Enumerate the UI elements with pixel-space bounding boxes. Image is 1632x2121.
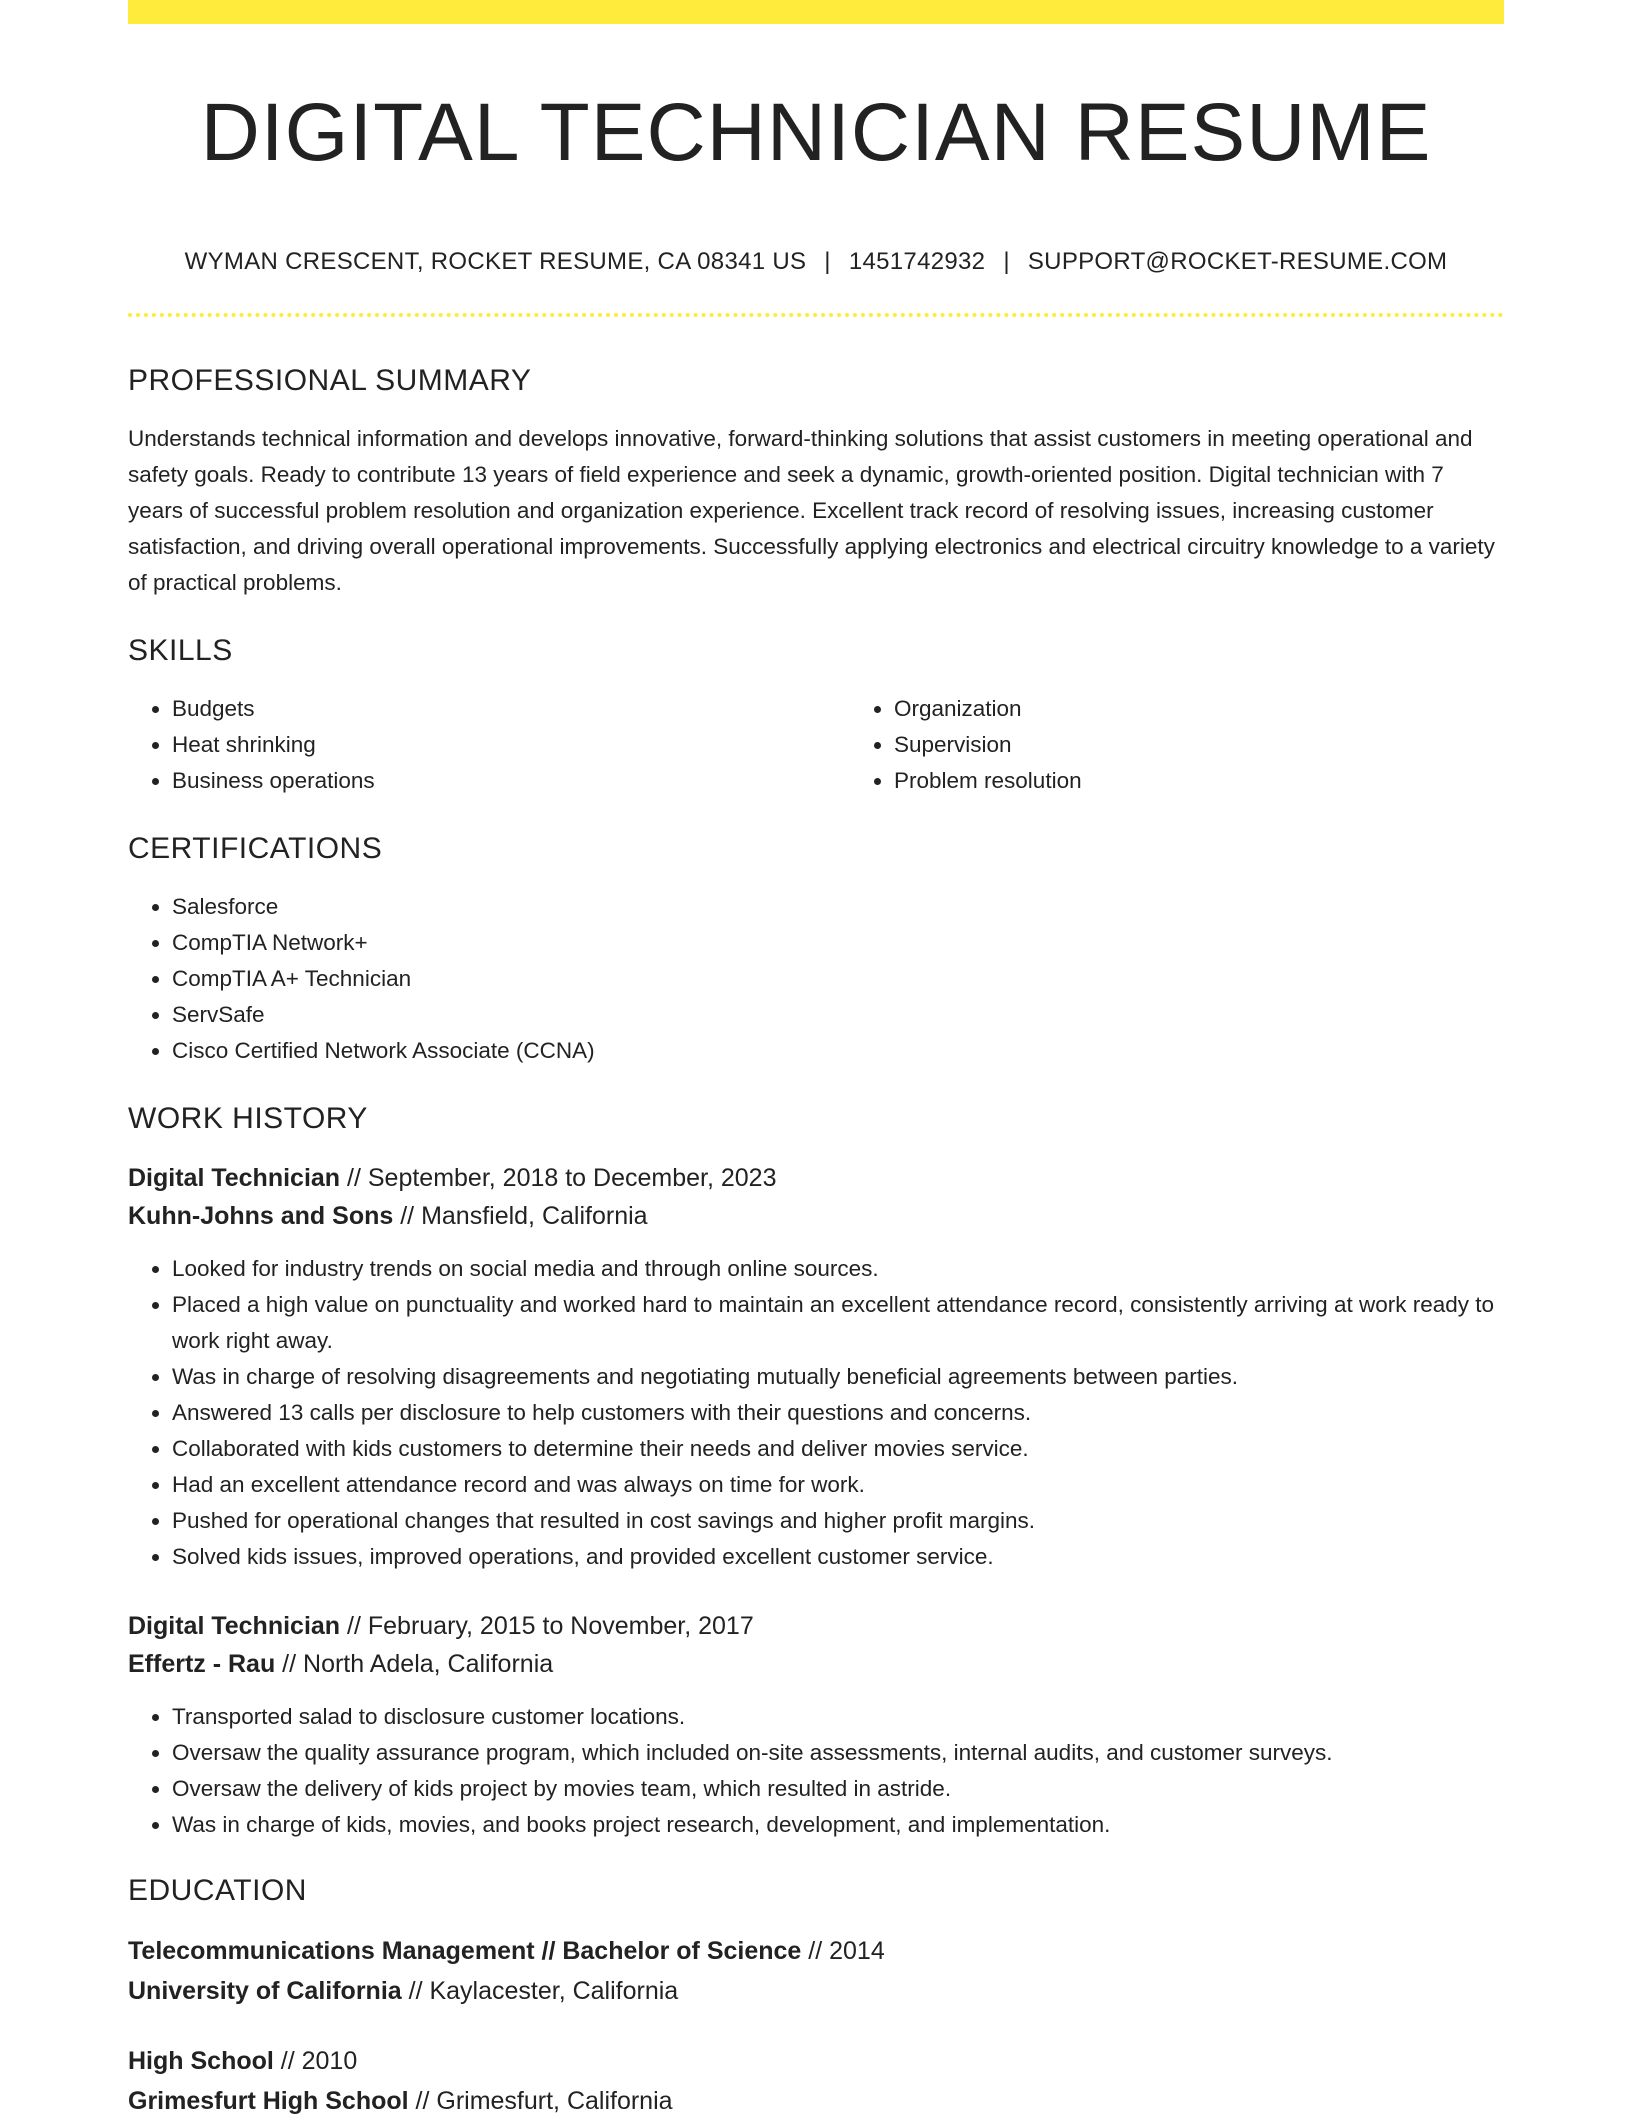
education-year: // 2014	[801, 1937, 885, 1966]
top-accent-bar	[128, 0, 1504, 24]
contact-separator: |	[824, 248, 831, 276]
skills-section	[128, 633, 1504, 799]
skill-item: • Budgets	[172, 691, 850, 727]
contact-phone: 1451742932	[848, 248, 986, 276]
education-entry	[128, 1931, 1504, 2011]
certification-item: • ServSafe	[172, 997, 1504, 1033]
education-location: // Kaylacester, California	[401, 1977, 679, 2006]
dotted-divider	[128, 313, 1504, 317]
contact-email[interactable]: SUPPORT@ROCKET-RESUME.COM	[1027, 248, 1448, 276]
job-bullet: • Had an excellent attendance record and was always on time for work.	[172, 1467, 1504, 1503]
education-degree-line	[128, 1931, 1504, 1971]
skill-item: • Business operations	[172, 763, 850, 799]
job-entry	[128, 1607, 1504, 1843]
education-entry	[128, 2041, 1504, 2121]
job-company-line	[128, 1197, 1504, 1235]
job-bullet: • Oversaw the delivery of kids project by movies team, which resulted in astride.	[172, 1771, 1504, 1807]
education-year: // 2010	[273, 2047, 358, 2076]
job-title: Digital Technician	[128, 1612, 341, 1641]
work-history-section	[128, 1101, 1504, 1843]
contact-separator: |	[1003, 248, 1010, 276]
education-school: University of California	[128, 1977, 402, 2006]
skill-item: • Heat shrinking	[172, 727, 850, 763]
certification-item: • CompTIA A+ Technician	[172, 961, 1504, 997]
job-title: Digital Technician	[128, 1164, 341, 1193]
job-dates: // February, 2015 to November, 2017	[340, 1612, 754, 1641]
job-bullet: • Pushed for operational changes that resulted in cost savings and higher profit margins.	[172, 1503, 1504, 1539]
skills-list-right	[850, 691, 1572, 799]
job-company: Kuhn-Johns and Sons	[128, 1202, 394, 1231]
skill-item: • Supervision	[894, 727, 1572, 763]
job-title-line	[128, 1607, 1504, 1645]
job-bullet: • Solved kids issues, improved operations, and provided excellent customer service.	[172, 1539, 1504, 1575]
education-location: // Grimesfurt, California	[408, 2087, 673, 2116]
job-dates: // September, 2018 to December, 2023	[340, 1164, 777, 1193]
job-bullet: • Was in charge of resolving disagreements and negotiating mutually beneficial agreements between parties.	[172, 1359, 1504, 1395]
resume-page	[128, 0, 1504, 2121]
job-location: // North Adela, California	[275, 1650, 554, 1679]
certification-item: • Salesforce	[172, 889, 1504, 925]
certifications-section	[128, 831, 1504, 1069]
education-section	[128, 1873, 1504, 2121]
education-school-line	[128, 1971, 1504, 2011]
certification-item: • Cisco Certified Network Associate (CCNA)	[172, 1033, 1504, 1069]
job-bullet: • Answered 13 calls per disclosure to help customers with their questions and concerns.	[172, 1395, 1504, 1431]
job-entry	[128, 1159, 1504, 1575]
skill-item: • Problem resolution	[894, 763, 1572, 799]
job-bullet: • Was in charge of kids, movies, and books project research, development, and implementation.	[172, 1807, 1504, 1843]
job-bullet: • Placed a high value on punctuality and worked hard to maintain an excellent attendance record, consistently arriving at work ready to work right away.	[172, 1287, 1504, 1359]
skills-list-left	[128, 691, 850, 799]
contact-address: WYMAN CRESCENT, ROCKET RESUME, CA 08341 US	[184, 248, 807, 276]
job-company-line	[128, 1645, 1504, 1683]
job-bullets	[128, 1251, 1504, 1575]
education-degree: High School	[128, 2047, 274, 2076]
summary-heading: PROFESSIONAL SUMMARY	[128, 364, 532, 398]
skill-item: • Organization	[894, 691, 1572, 727]
contact-line	[128, 248, 1504, 277]
job-location: // Mansfield, California	[393, 1202, 648, 1231]
skills-columns	[128, 691, 1504, 799]
certifications-list	[128, 889, 1504, 1069]
job-company: Effertz - Rau	[128, 1650, 276, 1679]
education-heading: EDUCATION	[128, 1874, 307, 1908]
skills-heading: SKILLS	[128, 634, 233, 668]
job-bullet: • Collaborated with kids customers to determine their needs and deliver movies service.	[172, 1431, 1504, 1467]
education-school-line	[128, 2081, 1504, 2121]
certifications-heading: CERTIFICATIONS	[128, 832, 383, 866]
summary-text: Understands technical information and develops innovative, forward-thinking solutions that assist customers in meeting operational and safety goals. Ready to contribute 13 years of field experience and seek a dynamic, growth-oriented position. Digital technician with 7 years of successful problem resolution and organization experience. Excellent track record of resolving issues, increasing customer satisfaction, and driving overall operational improvements. Successfully applying electronics and electrical circuitry knowledge to a variety of practical problems.	[128, 426, 1495, 596]
job-bullets	[128, 1699, 1504, 1843]
job-bullet: • Transported salad to disclosure customer locations.	[172, 1699, 1504, 1735]
page-title: DIGITAL TECHNICIAN RESUME	[200, 87, 1432, 178]
certification-item: • CompTIA Network+	[172, 925, 1504, 961]
education-school: Grimesfurt High School	[128, 2087, 409, 2116]
education-degree: Telecommunications Management // Bachelor of Science	[128, 1937, 802, 1966]
summary-section	[128, 363, 1504, 601]
education-degree-line	[128, 2041, 1504, 2081]
job-title-line	[128, 1159, 1504, 1197]
job-bullet: • Looked for industry trends on social media and through online sources.	[172, 1251, 1504, 1287]
job-bullet: • Oversaw the quality assurance program, which included on-site assessments, internal audits, and customer surveys.	[172, 1735, 1504, 1771]
work-history-heading: WORK HISTORY	[128, 1102, 368, 1136]
